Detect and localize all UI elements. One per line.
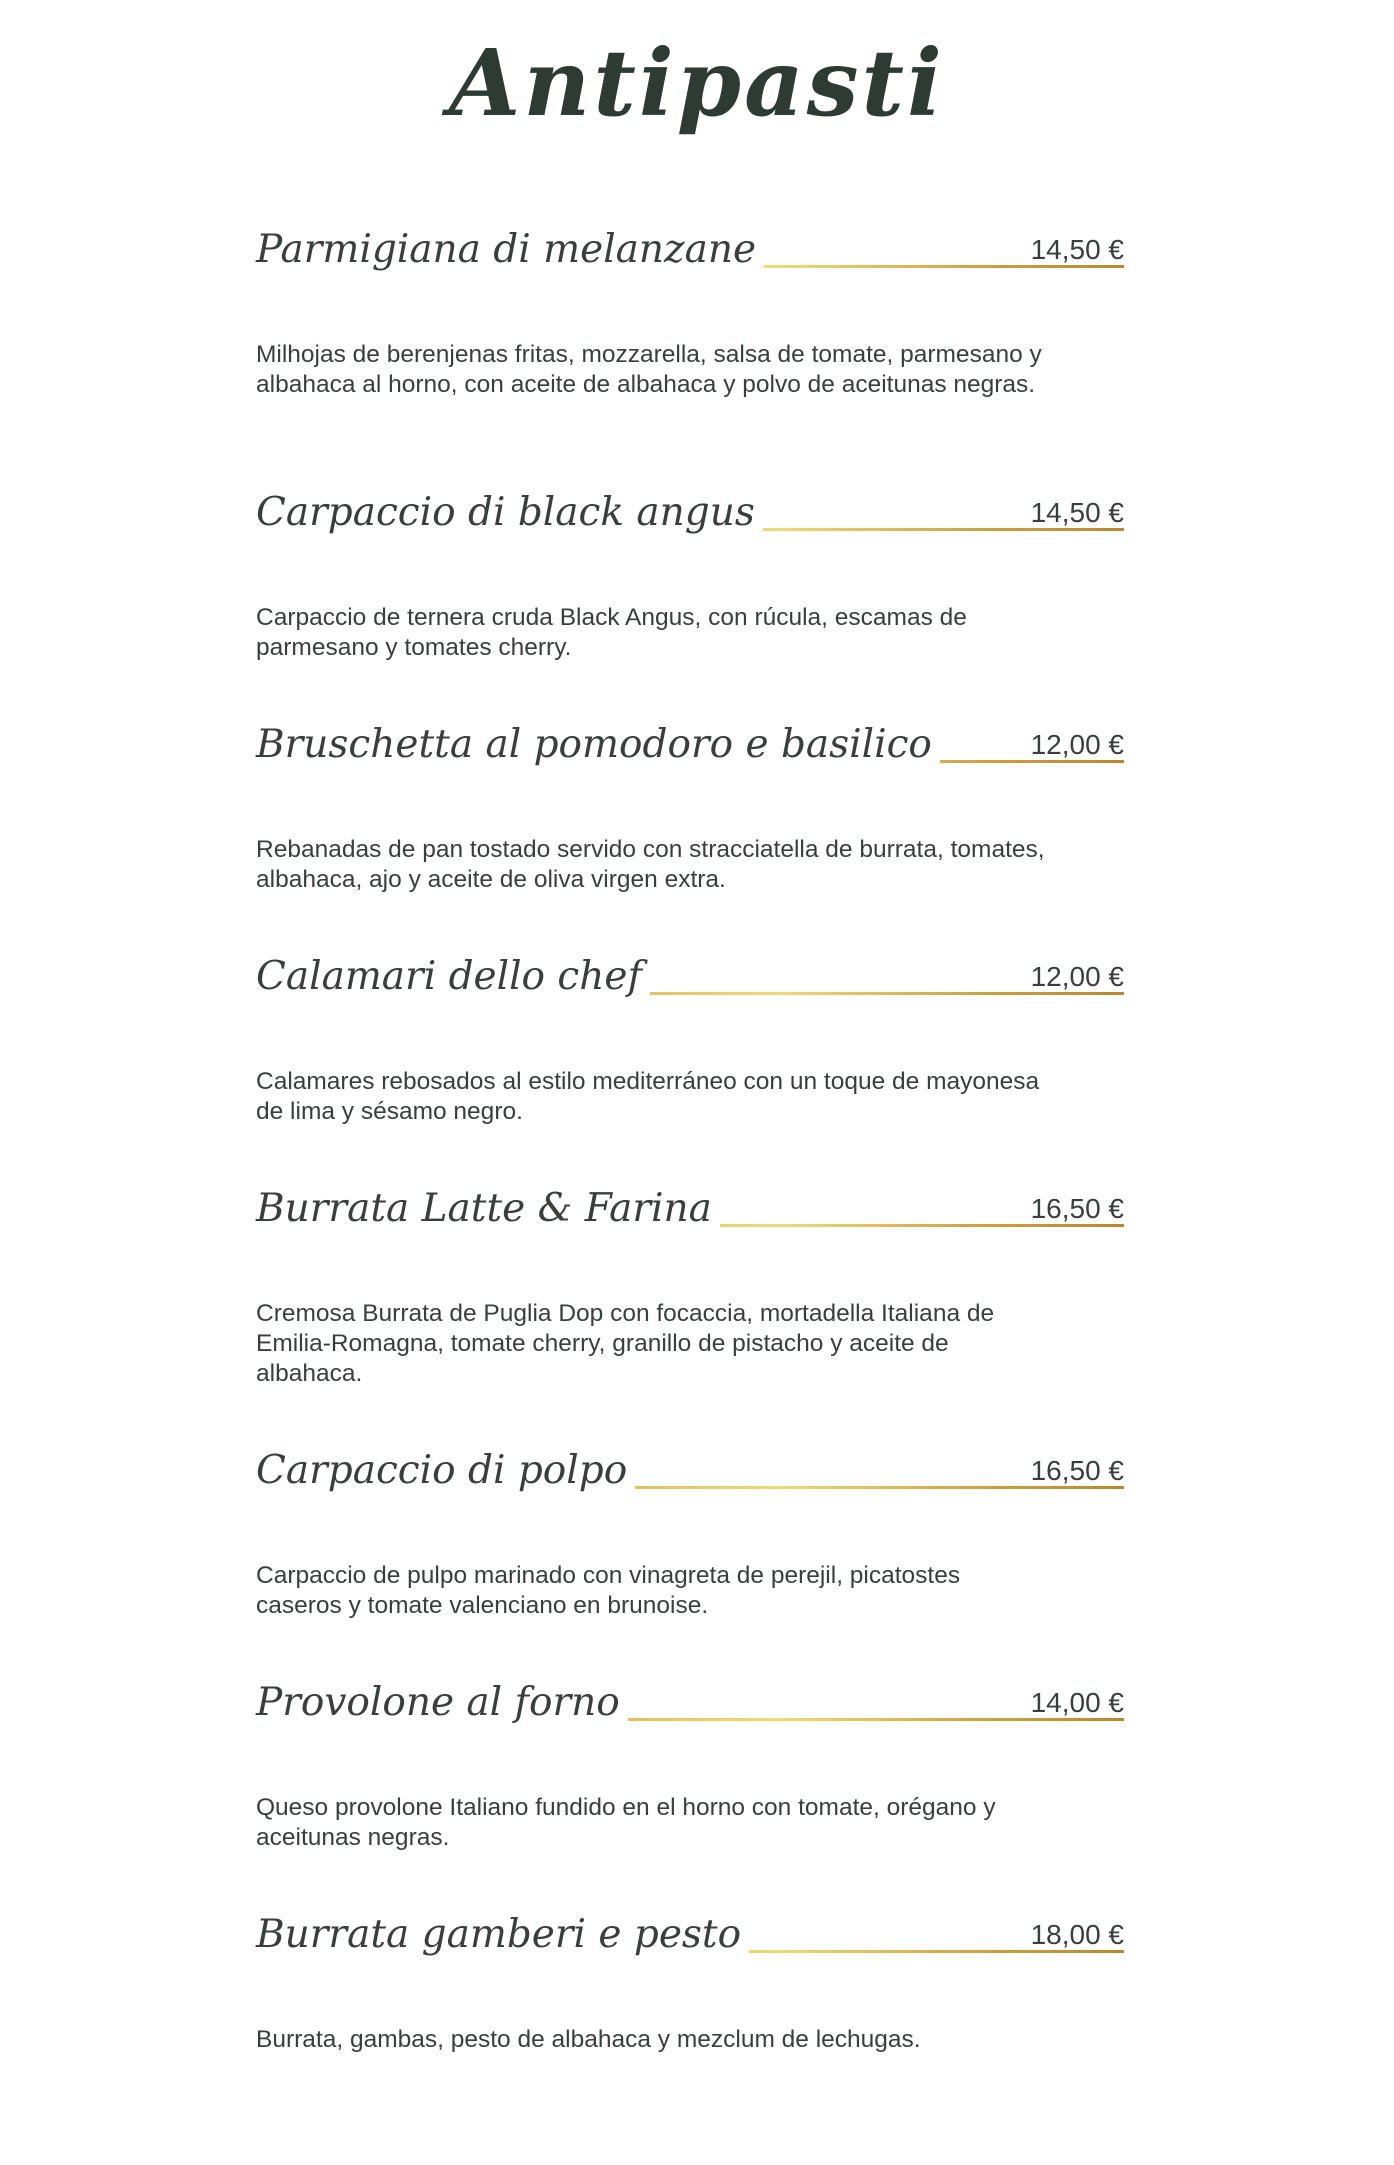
- dish-description: Carpaccio de pulpo marinado con vinagreta de perejil, picatostes caseros y tomate valenciano en brunoise.: [256, 1562, 961, 1619]
- menu-item: [256, 1421, 1124, 1621]
- dish-price: 12,00 €: [1025, 963, 1124, 991]
- dish-name: Burrata Latte & Farina: [256, 1188, 720, 1231]
- page-title: Antipasti: [449, 29, 945, 137]
- menu-item-header: [256, 1421, 1124, 1501]
- menu-item: [256, 1885, 1124, 2055]
- dish-description: Carpaccio de ternera cruda Black Angus, con rúcula, escamas de parmesano y tomates cherry.: [256, 604, 967, 661]
- menu-item: [256, 200, 1124, 400]
- dish-name: Parmigiana di melanzane: [256, 229, 764, 272]
- dish-price: 14,00 €: [1025, 1689, 1124, 1717]
- menu-item-header: [256, 1885, 1124, 1965]
- menu-item-header: [256, 695, 1124, 775]
- dish-price: 18,00 €: [1025, 1921, 1124, 1949]
- dish-name: Burrata gamberi e pesto: [256, 1914, 749, 1957]
- menu-item: [256, 695, 1124, 895]
- dish-price: 16,50 €: [1025, 1195, 1124, 1223]
- dish-description: Queso provolone Italiano fundido en el horno con tomate, orégano y aceitunas negras.: [256, 1794, 996, 1851]
- dish-price: 14,50 €: [1025, 499, 1124, 527]
- menu-item-header: [256, 463, 1124, 543]
- dish-description: Cremosa Burrata de Puglia Dop con focaccia, mortadella Italiana de Emilia-Romagna, tomate cherry, granillo de pistacho y aceite de albahaca.: [256, 1300, 995, 1387]
- dish-name: Carpaccio di black angus: [256, 492, 763, 535]
- dish-description: Rebanadas de pan tostado servido con stracciatella de burrata, tomates, albahaca, ajo y aceite de oliva virgen extra.: [256, 836, 1045, 893]
- dish-price: 12,00 €: [1025, 731, 1124, 759]
- dish-description: Calamares rebosados al estilo mediterráneo con un toque de mayonesa de lima y sésamo negro.: [256, 1068, 1040, 1125]
- menu-item-header: [256, 1159, 1124, 1239]
- dish-name: Calamari dello chef: [256, 956, 650, 999]
- menu-item-header: [256, 927, 1124, 1007]
- dish-description: Burrata, gambas, pesto de albahaca y mezclum de lechugas.: [256, 2026, 921, 2053]
- dish-description: Milhojas de berenjenas fritas, mozzarella, salsa de tomate, parmesano y albahaca al horno, con aceite de albahaca y polvo de aceitunas negras.: [256, 341, 1042, 398]
- menu-item-header: [256, 1653, 1124, 1733]
- dish-name: Provolone al forno: [256, 1682, 628, 1725]
- menu-item: [256, 1159, 1124, 1389]
- menu-item-header: [256, 200, 1124, 280]
- dish-price: 14,50 €: [1025, 236, 1124, 264]
- menu-item: [256, 927, 1124, 1127]
- menu-item: [256, 1653, 1124, 1853]
- dish-price: 16,50 €: [1025, 1457, 1124, 1485]
- menu-item: [256, 463, 1124, 663]
- dish-name: Bruschetta al pomodoro e basilico: [256, 724, 940, 767]
- dish-name: Carpaccio di polpo: [256, 1450, 635, 1493]
